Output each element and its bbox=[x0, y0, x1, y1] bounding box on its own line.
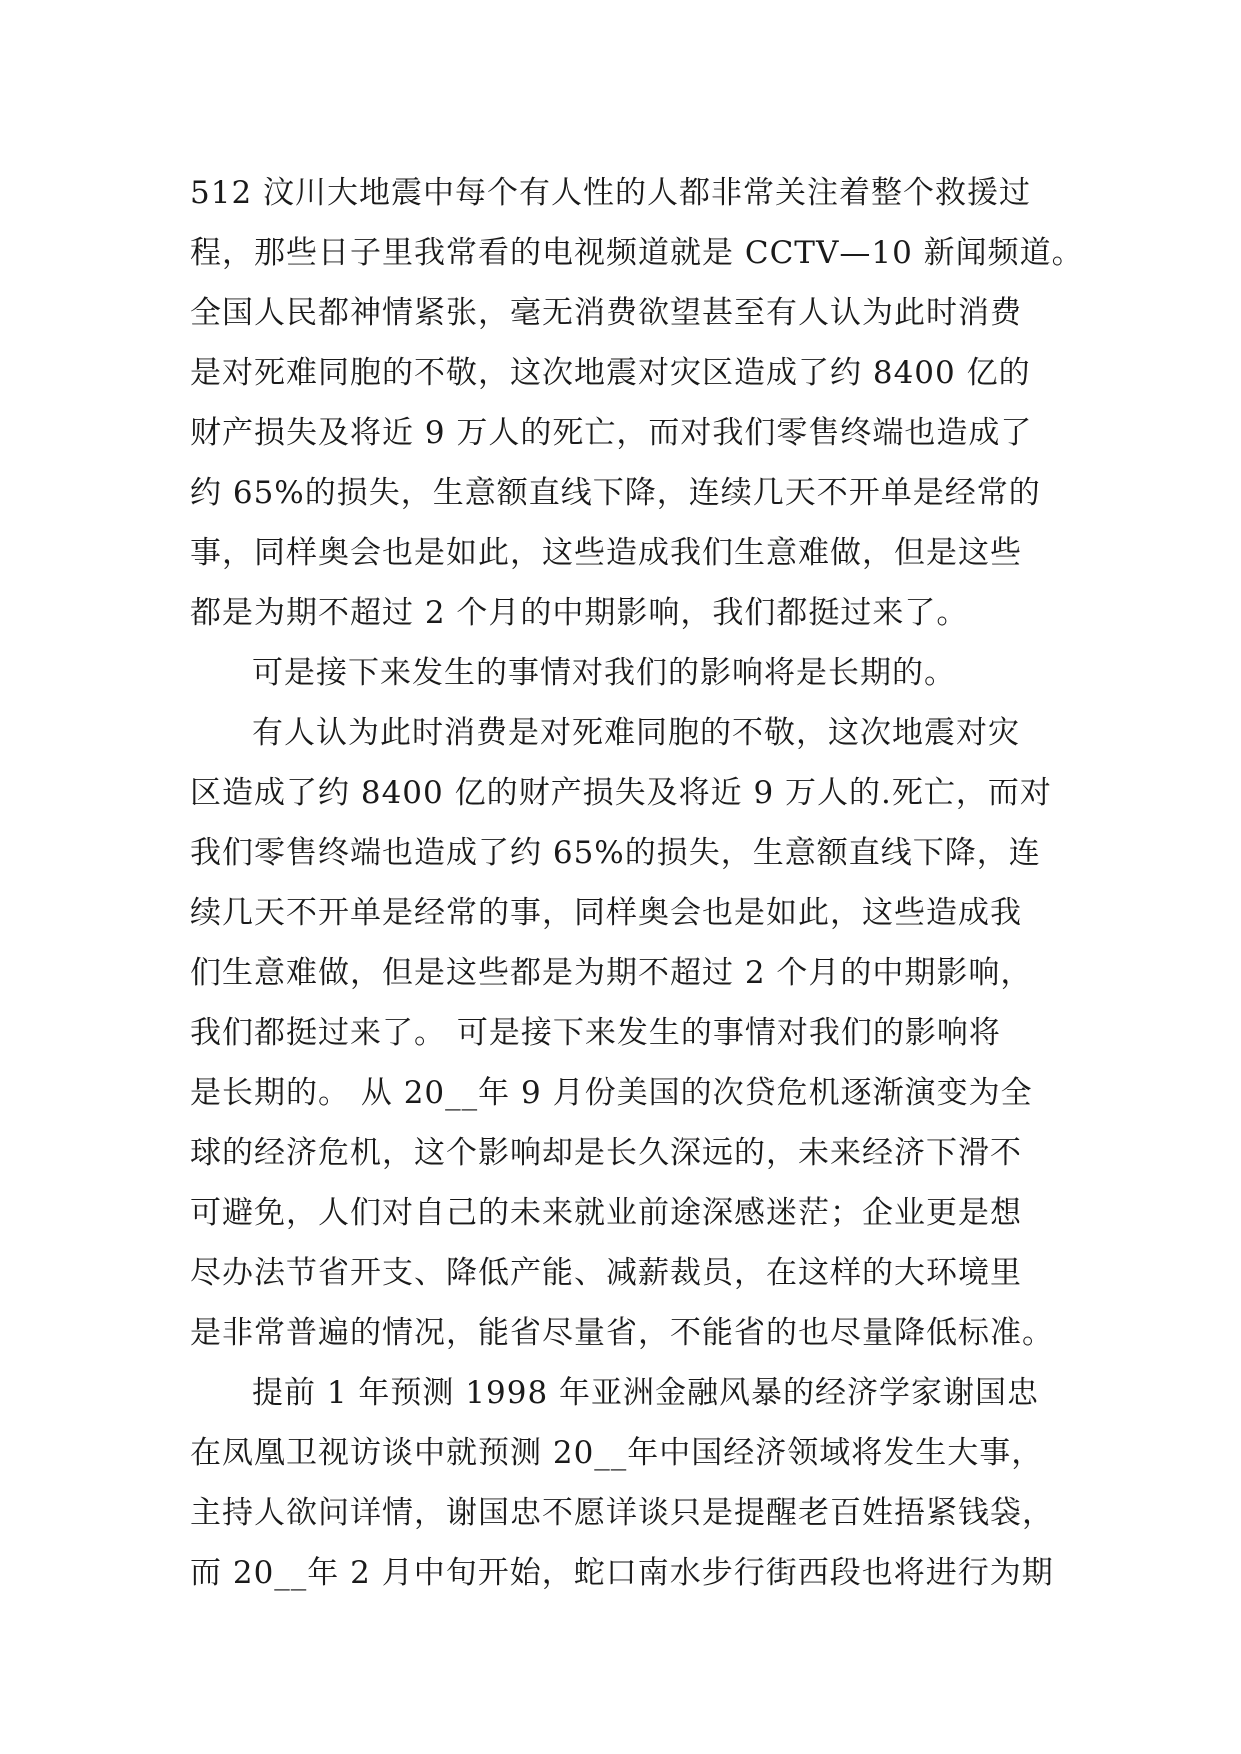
text-line: 提前 1 年预测 1998 年亚洲金融风暴的经济学家谢国忠 bbox=[252, 1375, 1040, 1411]
text-line: 是长期的。 从 20__年 9 月份美国的次贷危机逐渐演变为全 bbox=[190, 1075, 1033, 1111]
text-line: 是对死难同胞的不敬，这次地震对灾区造成了约 8400 亿的 bbox=[190, 355, 1031, 391]
text-line: 可避免，人们对自己的未来就业前途深感迷茫；企业更是想 bbox=[190, 1195, 1022, 1231]
text-line: 在凤凰卫视访谈中就预测 20__年中国经济领域将发生大事， bbox=[190, 1435, 1044, 1471]
text-line: 而 20__年 2 月中旬开始，蛇口南水步行街西段也将进行为期 bbox=[190, 1555, 1054, 1591]
text-line: 球的经济危机，这个影响却是长久深远的，未来经济下滑不 bbox=[190, 1135, 1022, 1171]
text-line: 可是接下来发生的事情对我们的影响将是长期的。 bbox=[252, 655, 956, 691]
text-line: 512 汶川大地震中每个有人性的人都非常关注着整个救援过 bbox=[190, 175, 1032, 211]
text-line: 都是为期不超过 2 个月的中期影响，我们都挺过来了。 bbox=[190, 595, 969, 631]
text-line: 主持人欲问详情，谢国忠不愿详谈只是提醒老百姓捂紧钱袋， bbox=[190, 1495, 1054, 1531]
text-line: 续几天不开单是经常的事，同样奥会也是如此，这些造成我 bbox=[190, 895, 1022, 931]
text-line: 们生意难做，但是这些都是为期不超过 2 个月的中期影响， bbox=[190, 955, 1033, 991]
text-line: 我们都挺过来了。 可是接下来发生的事情对我们的影响将 bbox=[190, 1015, 1001, 1051]
text-line: 区造成了约 8400 亿的财产损失及将近 9 万人的.死亡，而对 bbox=[190, 775, 1052, 811]
text-line: 全国人民都神情紧张，毫无消费欲望甚至有人认为此时消费 bbox=[190, 295, 1022, 331]
text-line: 我们零售终端也造成了约 65%的损失，生意额直线下降，连 bbox=[190, 835, 1041, 871]
text-line: 尽办法节省开支、降低产能、减薪裁员，在这样的大环境里 bbox=[190, 1255, 1022, 1291]
text-line: 有人认为此时消费是对死难同胞的不敬，这次地震对灾 bbox=[252, 715, 1020, 751]
text-line: 程，那些日子里我常看的电视频道就是 CCTV—10 新闻频道。 bbox=[190, 235, 1084, 271]
text-line: 财产损失及将近 9 万人的死亡，而对我们零售终端也造成了 bbox=[190, 415, 1033, 451]
text-line: 约 65%的损失，生意额直线下降，连续几天不开单是经常的 bbox=[190, 475, 1041, 511]
text-line: 事，同样奥会也是如此，这些造成我们生意难做，但是这些 bbox=[190, 535, 1022, 571]
document-body bbox=[190, 163, 1084, 1603]
text-line: 是非常普遍的情况，能省尽量省，不能省的也尽量降低标准。 bbox=[190, 1315, 1054, 1351]
